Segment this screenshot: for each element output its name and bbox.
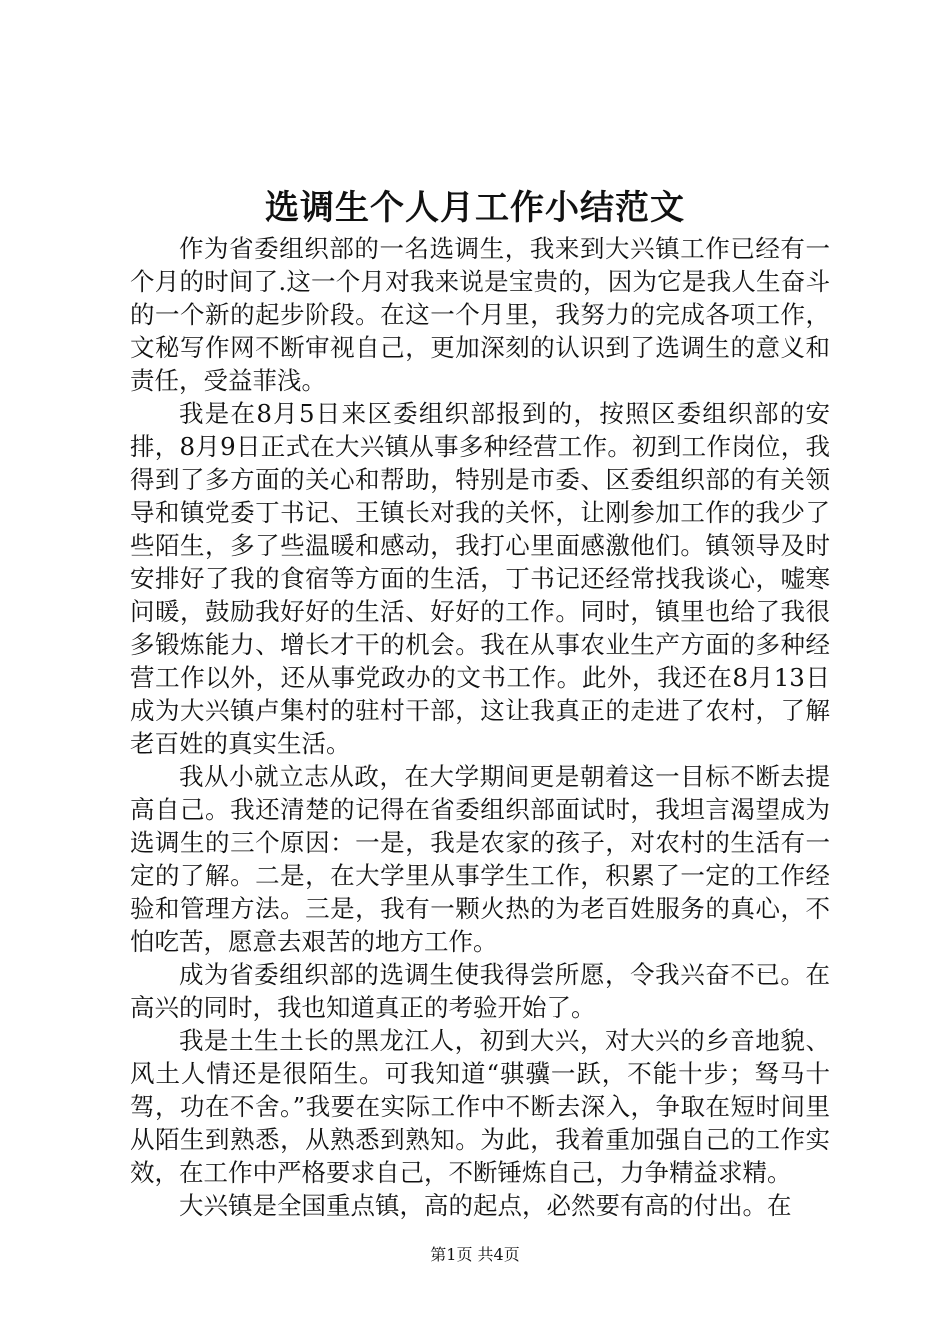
paragraph-6: 大兴镇是全国重点镇，高的起点，必然要有高的付出。在: [179, 1191, 792, 1220]
page-number-footer: 第1页 共4页: [430, 1245, 520, 1264]
paragraph-5: 我是土生土长的黑龙江人，初到大兴，对大兴的乡音地貌、风土人情还是很陌生。可我知道“骐骥一跃，不能十步；驽马十驾，功在不舍。”我要在实际工作中不断去深入，争取在短时间里从陌生到熟悉，从熟悉到熟知。为此，我着重加强自己的工作实效，在工作中严格要求自己，不断锤炼自己，力争精益求精。: [130, 1026, 830, 1187]
paragraph-1: 作为省委组织部的一名选调生，我来到大兴镇工作已经有一个月的时间了.这一个月对我来说是宝贵的，因为它是我人生奋斗的一个新的起步阶段。在这一个月里，我努力的完成各项工作，文秘写作网不断审视自己，更加深刻的认识到了选调生的意义和责任，受益菲浅。: [130, 234, 830, 395]
paragraph-3: 我从小就立志从政，在大学期间更是朝着这一目标不断去提高自己。我还清楚的记得在省委组织部面试时，我坦言渴望成为选调生的三个原因：一是，我是农家的孩子，对农村的生活有一定的了解。二是，在大学里从事学生工作，积累了一定的工作经验和管理方法。三是，我有一颗火热的为老百姓服务的真心，不怕吃苦，愿意去艰苦的地方工作。: [130, 762, 830, 956]
paragraph-4: 成为省委组织部的选调生使我得尝所愿，令我兴奋不已。在高兴的同时，我也知道真正的考验开始了。: [130, 960, 830, 1022]
document-title: 选调生个人月工作小结范文: [265, 188, 685, 228]
document-body: [130, 232, 830, 1222]
paragraph-2: 我是在8月5日来区委组织部报到的，按照区委组织部的安排，8月9日正式在大兴镇从事多种经营工作。初到工作岗位，我得到了多方面的关心和帮助，特别是市委、区委组织部的有关领导和镇党委丁书记、王镇长对我的关怀，让刚参加工作的我少了些陌生，多了些温暖和感动，我打心里面感激他们。镇领导及时安排好了我的食宿等方面的生活，丁书记还经常找我谈心，嘘寒问暖，鼓励我好好的生活、好好的工作。同时，镇里也给了我很多锻炼能力、增长才干的机会。我在从事农业生产方面的多种经营工作以外，还从事党政办的文书工作。此外，我还在8月13日成为大兴镇卢集村的驻村干部，这让我真正的走进了农村，了解老百姓的真实生活。: [130, 399, 830, 758]
